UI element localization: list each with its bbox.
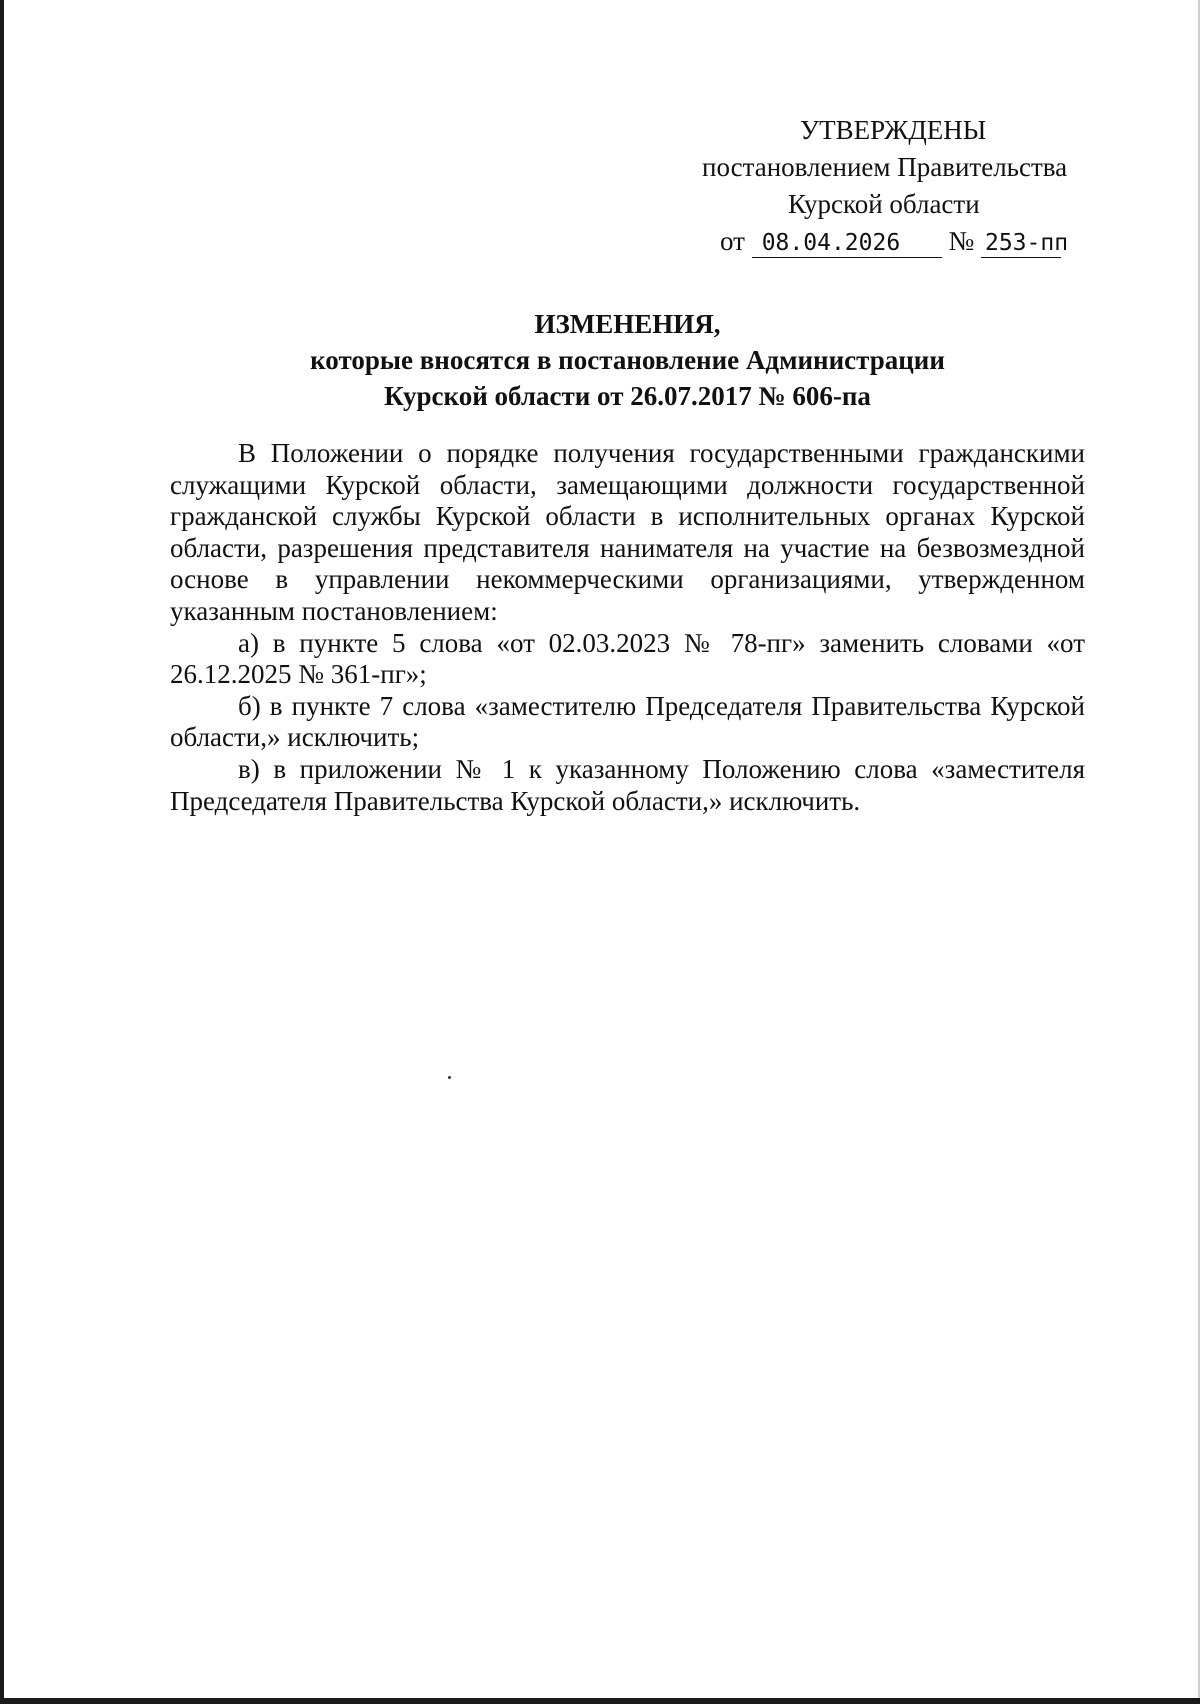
heading-subtitle-line2: Курской области от 26.07.2017 № 606-па	[384, 381, 871, 411]
heading-subtitle-line1: которые вносятся в постановление Администрации	[310, 345, 945, 375]
approval-line-date-number	[640, 223, 1080, 260]
approval-line-region: Курской области	[788, 189, 980, 219]
body-item-a: а) в пункте 5 слова «от 02.03.2023 № 78-пг» заменить словами «от 26.12.2025 № 361-пг»;	[170, 627, 1085, 690]
scan-speck	[448, 1076, 451, 1079]
scan-edge-bottom	[0, 1698, 1200, 1704]
approval-line-resolution: постановлением Правительства	[702, 152, 1068, 182]
from-label: от	[720, 226, 745, 256]
document-heading	[170, 306, 1085, 414]
approval-date: 08.04.2026	[752, 229, 942, 258]
approval-number: 253-пп	[981, 229, 1061, 258]
body-item-b: б) в пункте 7 слова «заместителю Председателя Правительства Курской области,» исключить;	[170, 690, 1085, 753]
approval-title: УТВЕРЖДЕНЫ	[800, 115, 987, 145]
body-item-c: в) в приложении № 1 к указанному Положению слова «заместителя Председателя Правительства Курской области,» исключить.	[170, 753, 1085, 816]
scan-edge-left	[0, 0, 4, 1704]
heading-title: ИЗМЕНЕНИЯ,	[534, 309, 721, 339]
number-label: №	[948, 226, 975, 256]
document-body	[170, 438, 1085, 817]
body-intro-paragraph: В Положении о порядке получения государственными гражданскими служащими Курской области, замещающими должности государственной гражданской службы Курской области в исполнительных органах Курской области, разрешения представителя нанимателя на участие на безвозмездной основе в управлении некоммерческими организациями, утвержденном указанным постановлением:	[170, 438, 1085, 626]
approval-block	[640, 112, 1080, 260]
